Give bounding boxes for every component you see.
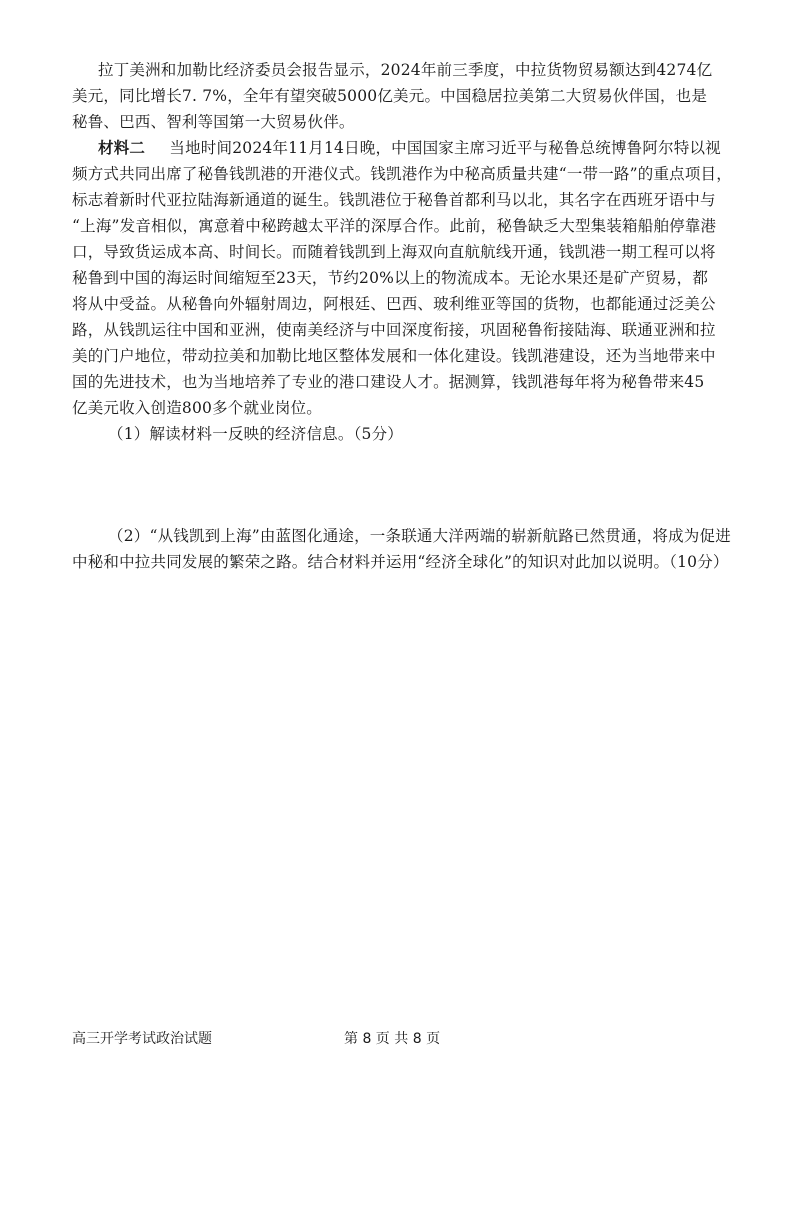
question-2-line-2: 中秘和中拉共同发展的繁荣之路。结合材料并运用“经济全球化”的知识对此加以说明。（10分） — [72, 553, 729, 571]
question-1: （1）解读材料一反映的经济信息。（5分） — [108, 425, 403, 443]
material1-line-2: 美元，同比增长7. 7%，全年有望突破5000亿美元。中国稳居拉美第二大贸易伙伴国，也是 — [72, 87, 708, 105]
material2-line-3: 标志着新时代亚拉陆海新通道的诞生。钱凯港位于秘鲁首都利马以北，其名字在西班牙语中与 — [72, 191, 716, 209]
footer-page-info: 第 8 页 共 8 页 — [344, 1031, 441, 1047]
material2-line-4: “上海”发音相似，寓意着中秘跨越太平洋的深厚合作。此前，秘鲁缺乏大型集装箱船舶停靠港 — [72, 217, 717, 235]
material1-line-1: 拉丁美洲和加勒比经济委员会报告显示，2024年前三季度，中拉货物贸易额达到4274亿 — [98, 61, 713, 79]
material2-first-line — [98, 138, 721, 158]
material2-line-7: 将从中受益。从秘鲁向外辐射周边，阿根廷、巴西、玻利维亚等国的货物，也都能通过泛美公 — [72, 295, 716, 313]
material1-line-3: 秘鲁、巴西、智利等国第一大贸易伙伴。 — [72, 113, 355, 131]
material2-line-10: 国的先进技术，也为当地培养了专业的港口建设人才。据测算，钱凯港每年将为秘鲁带来45 — [72, 373, 705, 391]
material2-label: 材料二 — [98, 138, 146, 157]
material2-line-5: 口，导致货运成本高、时间长。而随着钱凯到上海双向直航航线开通，钱凯港一期工程可以将 — [72, 243, 716, 261]
question-2-line-1: （2）“从钱凯到上海”由蓝图化通途，一条联通大洋两端的崭新航路已然贯通，将成为促进 — [108, 527, 731, 545]
material2-line-9: 美的门户地位，带动拉美和加勒比地区整体发展和一体化建设。钱凯港建设，还为当地带来中 — [72, 347, 716, 365]
material2-line-6: 秘鲁到中国的海运时间缩短至23天，节约20%以上的物流成本。无论水果还是矿产贸易，都 — [72, 269, 709, 287]
material2-line-11: 亿美元收入创造800多个就业岗位。 — [72, 399, 322, 417]
material2-line-2: 频方式共同出席了秘鲁钱凯港的开港仪式。钱凯港作为中秘高质量共建“一带一路”的重点项目， — [72, 165, 732, 183]
material2-line-8: 路，从钱凯运往中国和亚洲，使南美经济与中回深度衔接，巩固秘鲁衔接陆海、联通亚洲和拉 — [72, 321, 716, 339]
footer-exam-title: 高三开学考试政治试题 — [72, 1031, 212, 1047]
material2-line-1: 当地时间2024年11月14日晚，中国国家主席习近平与秘鲁总统博鲁阿尔特以视 — [169, 139, 721, 157]
